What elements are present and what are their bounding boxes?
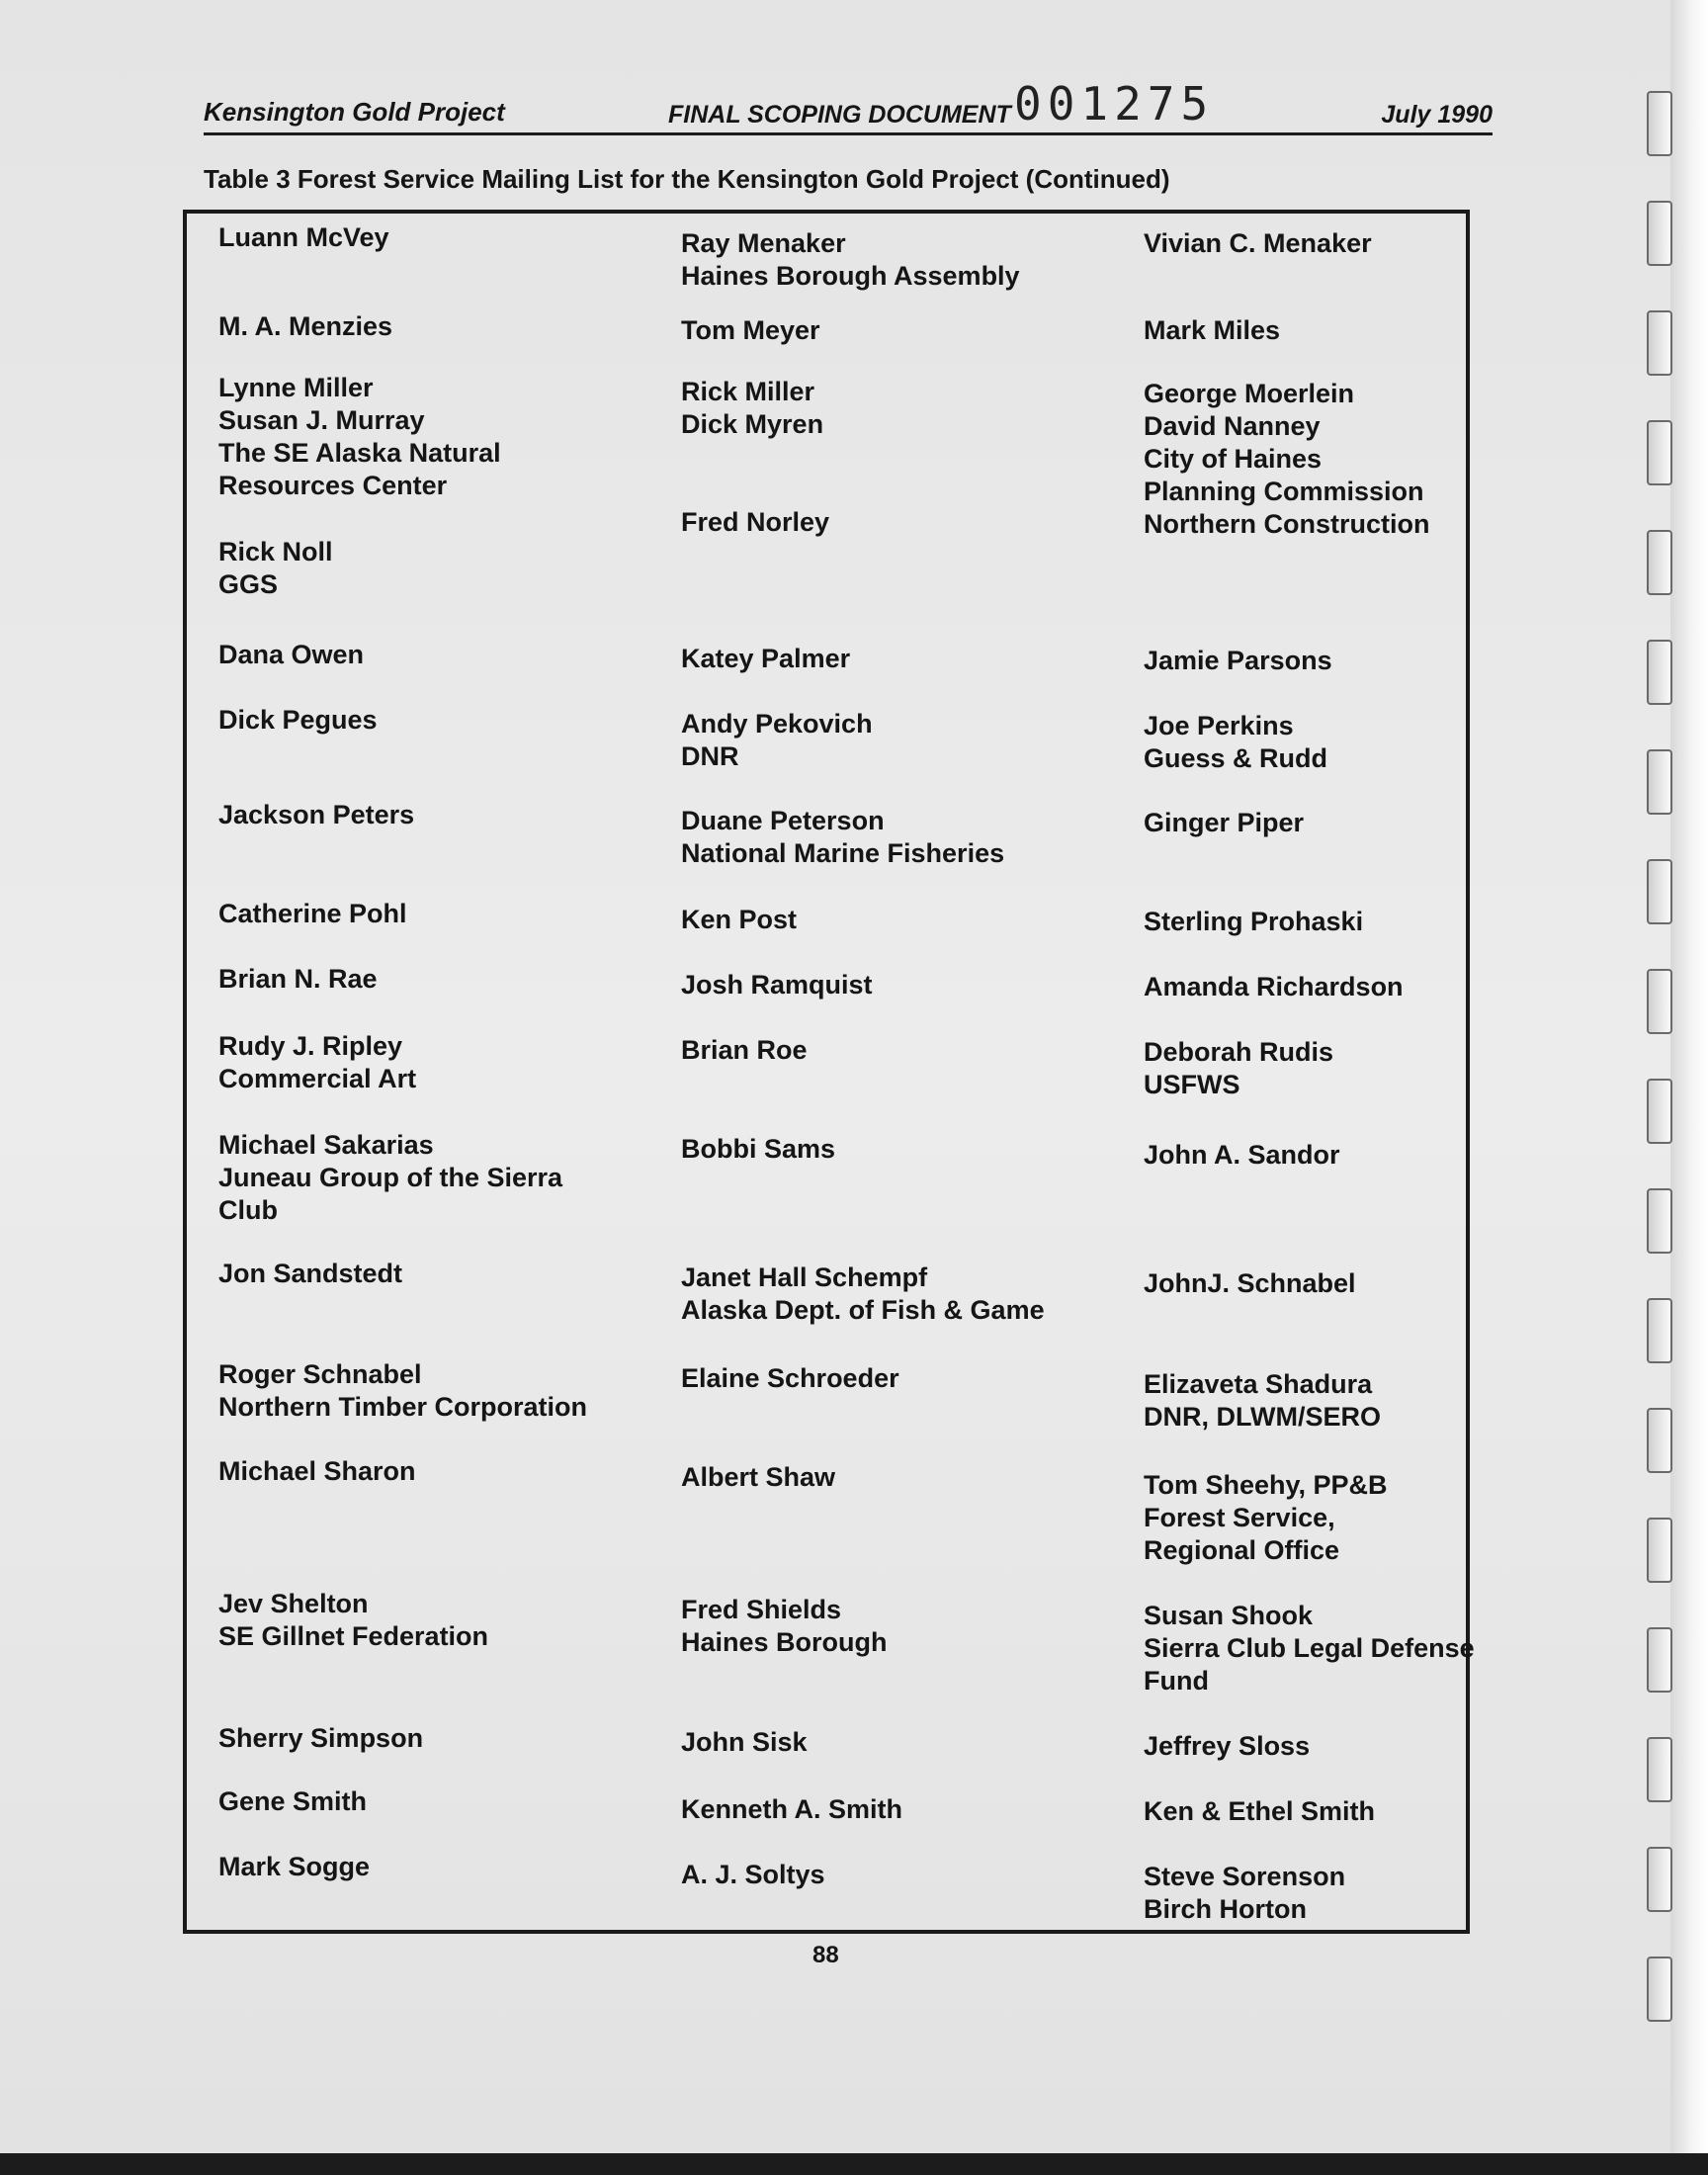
binder-hole xyxy=(1647,859,1672,924)
entry-name: Albert Shaw xyxy=(681,1462,836,1492)
entry-name: John A. Sandor xyxy=(1144,1140,1340,1170)
mailing-list-entry xyxy=(681,227,1020,293)
entry-affiliation: Regional Office xyxy=(1144,1535,1340,1565)
mailing-list-entry xyxy=(218,1851,370,1883)
entry-name: JohnJ. Schnabel xyxy=(1144,1268,1356,1298)
mailing-list-entry xyxy=(218,372,501,502)
binder-hole xyxy=(1647,1847,1672,1912)
mailing-list-entry xyxy=(681,805,1004,870)
entry-name: Ginger Piper xyxy=(1144,808,1305,837)
entry-affiliation: National Marine Fisheries xyxy=(681,838,1005,868)
entry-name: Josh Ramquist xyxy=(681,970,873,1000)
mailing-list-entry xyxy=(1144,710,1327,775)
entry-name: Joe Perkins xyxy=(1144,711,1294,740)
entry-name: Jackson Peters xyxy=(218,800,415,829)
binder-hole xyxy=(1647,1518,1672,1583)
entry-affiliation: Sierra Club Legal Defense xyxy=(1144,1633,1475,1663)
entry-affiliation: Dick Myren xyxy=(681,409,824,439)
entry-name: Dick Pegues xyxy=(218,705,378,735)
entry-name: Mark Miles xyxy=(1144,315,1281,345)
binder-hole xyxy=(1647,310,1672,376)
entry-name: Andy Pekovich xyxy=(681,709,873,739)
entry-name: George Moerlein xyxy=(1144,379,1355,408)
entry-name: Brian Roe xyxy=(681,1035,808,1065)
mailing-list-entry xyxy=(1144,1600,1475,1697)
mailing-list-entry xyxy=(1144,314,1280,347)
mailing-list-entry xyxy=(681,969,873,1001)
mailing-list-entry xyxy=(1144,645,1332,677)
entry-affiliation: Susan J. Murray xyxy=(218,405,425,435)
mailing-list-entry xyxy=(681,1133,835,1166)
mailing-list-entry xyxy=(1144,1795,1375,1828)
entry-name: Katey Palmer xyxy=(681,644,851,673)
page-number: 88 xyxy=(812,1942,839,1968)
entry-name: Jamie Parsons xyxy=(1144,646,1332,675)
entry-affiliation: Forest Service, xyxy=(1144,1503,1335,1532)
entry-name: Sterling Prohaski xyxy=(1144,907,1364,936)
mailing-list-entry xyxy=(681,1262,1045,1327)
mailing-list-entry xyxy=(681,1594,888,1659)
binder-hole xyxy=(1647,1737,1672,1802)
mailing-list-entry xyxy=(1144,971,1404,1003)
entry-name: Rudy J. Ripley xyxy=(218,1031,403,1061)
entry-name: Susan Shook xyxy=(1144,1601,1314,1630)
table-caption: Table 3 Forest Service Mailing List for the Kensington Gold Project (Continued) xyxy=(204,164,1170,194)
entry-name: A. J. Soltys xyxy=(681,1860,825,1889)
binder-hole xyxy=(1647,201,1672,266)
entry-name: Kenneth A. Smith xyxy=(681,1794,903,1824)
entry-name: Amanda Richardson xyxy=(1144,972,1404,1001)
entry-affiliation: DNR xyxy=(681,741,739,771)
entry-affiliation: Haines Borough Assembly xyxy=(681,261,1020,291)
entry-name: Gene Smith xyxy=(218,1786,368,1816)
entry-name: Jon Sandstedt xyxy=(218,1259,403,1288)
entry-name: John Sisk xyxy=(681,1727,808,1757)
entry-name: Tom Meyer xyxy=(681,315,820,345)
mailing-list-entry xyxy=(218,1785,367,1818)
mailing-list-entry xyxy=(218,1030,416,1095)
mailing-list-entry xyxy=(218,639,364,671)
entry-name: Roger Schnabel xyxy=(218,1359,422,1389)
mailing-list-entry xyxy=(681,376,823,441)
entry-name: Michael Sharon xyxy=(218,1456,416,1486)
entry-name: Ken Post xyxy=(681,905,798,934)
header-project-title: Kensington Gold Project xyxy=(204,97,505,127)
mailing-list-entry xyxy=(218,1455,416,1488)
mailing-list-entry xyxy=(218,1258,402,1290)
mailing-list-entry xyxy=(681,1362,899,1395)
mailing-list-entry xyxy=(218,963,378,996)
mailing-list-entry xyxy=(218,704,378,737)
entry-name: Duane Peterson xyxy=(681,806,885,835)
mailing-list-entry xyxy=(218,1588,488,1653)
mailing-list-entry xyxy=(1144,1139,1340,1172)
entry-affiliation: Alaska Dept. of Fish & Game xyxy=(681,1295,1045,1325)
mailing-list-entry xyxy=(681,314,820,347)
entry-name: Elizaveta Shadura xyxy=(1144,1369,1373,1399)
entry-name: Mark Sogge xyxy=(218,1852,371,1881)
entry-affiliation: Birch Horton xyxy=(1144,1894,1307,1924)
entry-affiliation: DNR, DLWM/SERO xyxy=(1144,1402,1381,1432)
binder-hole xyxy=(1647,1079,1672,1144)
binder-hole xyxy=(1647,91,1672,156)
entry-name: Deborah Rudis xyxy=(1144,1037,1334,1067)
binder-hole xyxy=(1647,530,1672,595)
entry-name: Rick Noll xyxy=(218,537,333,566)
header-document-title: FINAL SCOPING DOCUMENT xyxy=(668,101,1011,129)
mailing-list-entry xyxy=(1144,1267,1356,1300)
mailing-list-entry xyxy=(1144,807,1304,839)
entry-affiliation: Juneau Group of the Sierra xyxy=(218,1163,563,1192)
entry-affiliation: David Nanney xyxy=(1144,411,1321,441)
entry-affiliation: Fund xyxy=(1144,1666,1209,1696)
header-date: July 1990 xyxy=(1381,101,1493,129)
entry-affiliation: Commercial Art xyxy=(218,1064,417,1093)
binder-hole xyxy=(1647,1627,1672,1693)
entry-name: Luann McVey xyxy=(218,222,389,252)
entry-name: Fred Shields xyxy=(681,1595,842,1624)
entry-affiliation: SE Gillnet Federation xyxy=(218,1621,489,1651)
entry-affiliation: Resources Center xyxy=(218,471,448,500)
mailing-list-entry xyxy=(218,221,389,254)
mailing-list-entry xyxy=(1144,906,1363,938)
page-edge xyxy=(1670,0,1708,2175)
entry-name: Steve Sorenson xyxy=(1144,1862,1346,1891)
entry-affiliation: Northern Timber Corporation xyxy=(218,1392,588,1422)
scan-border xyxy=(0,2153,1708,2175)
entry-affiliation: Northern Construction xyxy=(1144,509,1430,539)
mailing-list-entry xyxy=(1144,227,1372,260)
entry-name: Sherry Simpson xyxy=(218,1723,424,1753)
entry-affiliation: City of Haines xyxy=(1144,444,1323,474)
entry-affiliation: Haines Borough xyxy=(681,1627,888,1657)
mailing-list-entry xyxy=(681,904,797,936)
entry-name: Jev Shelton xyxy=(218,1589,369,1618)
mailing-list-table xyxy=(183,210,1475,1934)
binder-hole xyxy=(1647,640,1672,705)
mailing-list-entry xyxy=(1144,378,1430,541)
mailing-list-entry xyxy=(681,506,829,539)
entry-affiliation: GGS xyxy=(218,569,279,599)
mailing-list-entry xyxy=(1144,1368,1381,1434)
entry-name: Fred Norley xyxy=(681,507,830,537)
mailing-list-entry xyxy=(218,898,407,930)
mailing-list-entry xyxy=(1144,1861,1345,1926)
binder-hole xyxy=(1647,1298,1672,1363)
mailing-list-entry xyxy=(218,1722,423,1755)
entry-name: Ken & Ethel Smith xyxy=(1144,1796,1376,1826)
binder-hole xyxy=(1647,1408,1672,1473)
entry-name: Jeffrey Sloss xyxy=(1144,1731,1311,1761)
mailing-list-entry xyxy=(681,1859,825,1891)
entry-name: Michael Sakarias xyxy=(218,1130,434,1160)
entry-name: Brian N. Rae xyxy=(218,964,378,994)
entry-name: Lynne Miller xyxy=(218,373,374,402)
mailing-list-entry xyxy=(218,1129,562,1227)
entry-name: Bobbi Sams xyxy=(681,1134,836,1164)
mailing-list-entry xyxy=(218,1358,587,1424)
entry-affiliation: USFWS xyxy=(1144,1070,1240,1099)
mailing-list-entry xyxy=(681,1793,902,1826)
binder-hole xyxy=(1647,749,1672,815)
mailing-list-entry xyxy=(218,310,392,343)
entry-name: Rick Miller xyxy=(681,377,815,406)
mailing-list-entry xyxy=(1144,1730,1310,1763)
entry-affiliation: Club xyxy=(218,1195,278,1225)
mailing-list-entry xyxy=(218,799,414,831)
mailing-list-entry xyxy=(681,643,850,675)
entry-affiliation: Guess & Rudd xyxy=(1144,743,1328,773)
mailing-list-entry xyxy=(681,708,873,773)
mailing-list-entry xyxy=(681,1726,808,1759)
binder-hole xyxy=(1647,1188,1672,1254)
binder-hole xyxy=(1647,969,1672,1034)
entry-affiliation: Planning Commission xyxy=(1144,477,1424,506)
entry-affiliation: The SE Alaska Natural xyxy=(218,438,501,468)
binder-hole xyxy=(1647,420,1672,485)
entry-name: Ray Menaker xyxy=(681,228,846,258)
document-stamp-number: 001275 xyxy=(1014,77,1215,130)
mailing-list-entry xyxy=(218,536,333,601)
page-header xyxy=(204,89,1493,135)
entry-name: Catherine Pohl xyxy=(218,899,407,928)
entry-name: Elaine Schroeder xyxy=(681,1363,899,1393)
entry-name: Janet Hall Schempf xyxy=(681,1262,928,1292)
entry-name: Vivian C. Menaker xyxy=(1144,228,1372,258)
mailing-list-entry xyxy=(681,1034,808,1067)
mailing-list-entry xyxy=(681,1461,835,1494)
entry-name: Tom Sheehy, PP&B xyxy=(1144,1470,1388,1500)
mailing-list-entry xyxy=(1144,1469,1388,1567)
entry-name: Dana Owen xyxy=(218,640,365,669)
binder-hole xyxy=(1647,1957,1672,2022)
entry-name: M. A. Menzies xyxy=(218,311,393,341)
mailing-list-entry xyxy=(1144,1036,1333,1101)
